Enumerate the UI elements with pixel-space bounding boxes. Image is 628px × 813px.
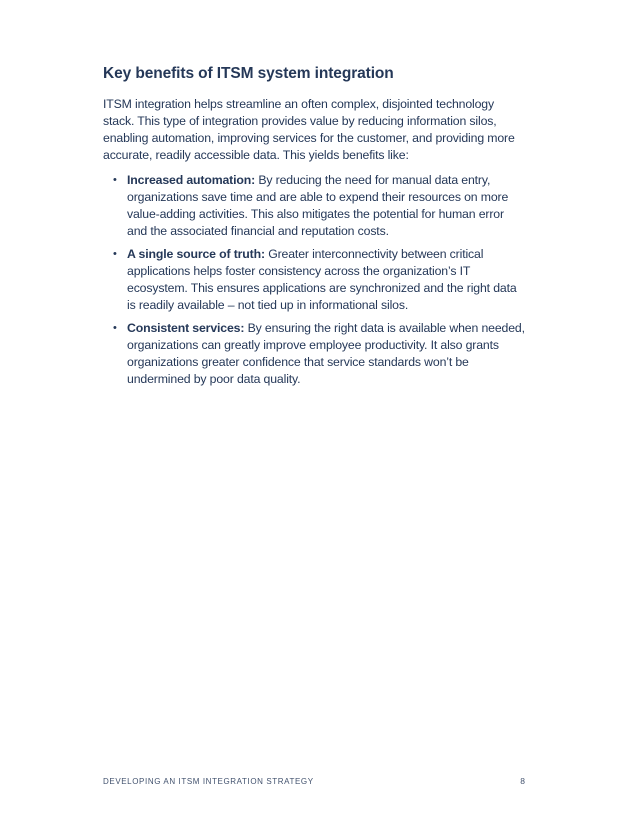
bullet-lead: Increased automation: bbox=[127, 173, 256, 187]
footer-document-title: DEVELOPING AN ITSM INTEGRATION STRATEGY bbox=[103, 777, 314, 786]
list-item bbox=[103, 320, 527, 388]
bullet-text: By ensuring the right data is available when needed, organizations can greatly improve employee productivity. It also grants organizations greater confidence that service standards won’t be undermined by poor data quality. bbox=[127, 321, 525, 386]
intro-paragraph: ITSM integration helps streamline an often complex, disjointed technology stack. This type of integration provides value by reducing information silos, enabling automation, improving services for the customer, and providing more accurate, readily accessible data. This yields benefits like: bbox=[103, 97, 515, 162]
bullet-lead: Consistent services: bbox=[127, 321, 245, 335]
bullet-text: Greater interconnectivity between critical applications helps foster consistency across the organization’s IT ecosystem. This ensures applications are synchronized and the right data is readily available – not tied up in informational silos. bbox=[127, 247, 517, 312]
bullet-icon: • bbox=[113, 322, 117, 334]
benefits-list bbox=[103, 172, 527, 388]
bullet-icon: • bbox=[113, 174, 117, 186]
page-content bbox=[103, 64, 527, 394]
bullet-icon: • bbox=[113, 248, 117, 260]
list-item bbox=[103, 246, 527, 314]
page-footer bbox=[103, 776, 525, 787]
bullet-lead: A single source of truth: bbox=[127, 247, 265, 261]
bullet-text: By reducing the need for manual data entry, organizations save time and are able to expend their resources on more value-adding activities. This also mitigates the potential for human error and the associated financial and reputation costs. bbox=[127, 173, 509, 238]
page-title: Key benefits of ITSM system integration bbox=[103, 65, 394, 82]
page-number: 8 bbox=[520, 776, 525, 786]
list-item bbox=[103, 172, 527, 240]
